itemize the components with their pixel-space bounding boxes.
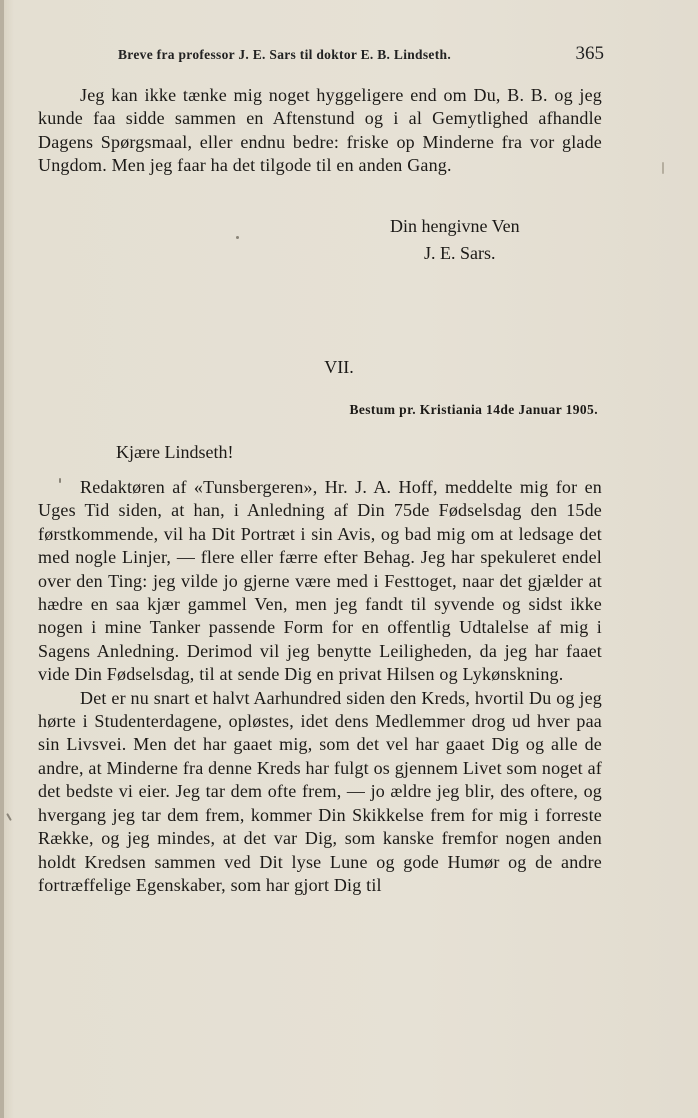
page-header bbox=[118, 43, 604, 67]
paper-speck bbox=[662, 162, 664, 174]
body-paragraph-1: Redaktøren af «Tunsbergeren», Hr. J. A. Hoff, meddelte mig for en Uges Tid siden, at han, i Anledning af Din 75de Fødselsdag den 15de førstkommende, vil ha Dit Portræt i sin Avis, og bad mig om at ledsage det med nogle Linjer, — flere eller færre efter Behag. Jeg har spekuleret endel over den Ting: jeg vilde jo gjerne være med i Festtoget, naar det gjælder at hædre en saa kjær gammel Ven, men jeg fandt til syvende og sidst ikke nogen i mine Tanker passende Form for en offentlig Udtalelse af mig i Sagens Anledning. Derimod vil jeg benytte Leiligheden, da jeg har faaet vide Din Fødselsdag, til at sende Dig en privat Hilsen og Lykønskning. bbox=[38, 477, 602, 685]
dateline: Bestum pr. Kristiania 14de Januar 1905. bbox=[349, 402, 598, 417]
letter-closing: Din hengivne Ven bbox=[390, 216, 520, 236]
page-number: 365 bbox=[575, 43, 604, 64]
letter-vii-body bbox=[38, 476, 602, 897]
section-numeral: VII. bbox=[324, 357, 354, 377]
section-heading bbox=[0, 357, 698, 378]
paper-speck bbox=[59, 478, 61, 483]
running-head: Breve fra professor J. E. Sars til doktor E. B. Lindseth. bbox=[118, 47, 451, 62]
body-paragraph-2: Det er nu snart et halvt Aarhundred siden den Kreds, hvortil Du og jeg hørte i Studenterdagene, opløstes, idet dens Medlemmer drog ud hver paa sin Livsvei. Men det har gaaet mig, som det vel har gaaet Dig og alle de andre, at Minderne fra denne Kreds har fulgt os gjennem Livet som noget af det bedste vi eier. Jeg tar dem ofte frem, — jo ældre jeg blir, des oftere, og hvergang jeg tar dem frem, kommer Din Skikkelse frem for mig i forreste Række, og jeg mindes, at det var Dig, som kanske fremfor nogen anden holdt Kredsen sammen ved Dit lyse Lune og gode Humør og de andre fortræffelige Egenskaber, som har gjort Dig til bbox=[38, 687, 602, 895]
page-spine-edge bbox=[0, 0, 4, 1118]
paper-speck bbox=[6, 813, 12, 821]
paper-speck bbox=[236, 236, 239, 239]
letter-end-body bbox=[38, 84, 602, 178]
salutation: Kjære Lindseth! bbox=[116, 442, 234, 462]
letter-signature: J. E. Sars. bbox=[424, 243, 496, 263]
letter-end-paragraph: Jeg kan ikke tænke mig noget hyggeligere end om Du, B. B. og jeg kunde faa sidde sammen en Aftenstund og i al Gemytlighed afhandle Dagens Spørgsmaal, eller endnu bedre: friske op Minderne fra vor glade Ungdom. Men jeg faar ha det tilgode til en anden Gang. bbox=[38, 85, 602, 176]
